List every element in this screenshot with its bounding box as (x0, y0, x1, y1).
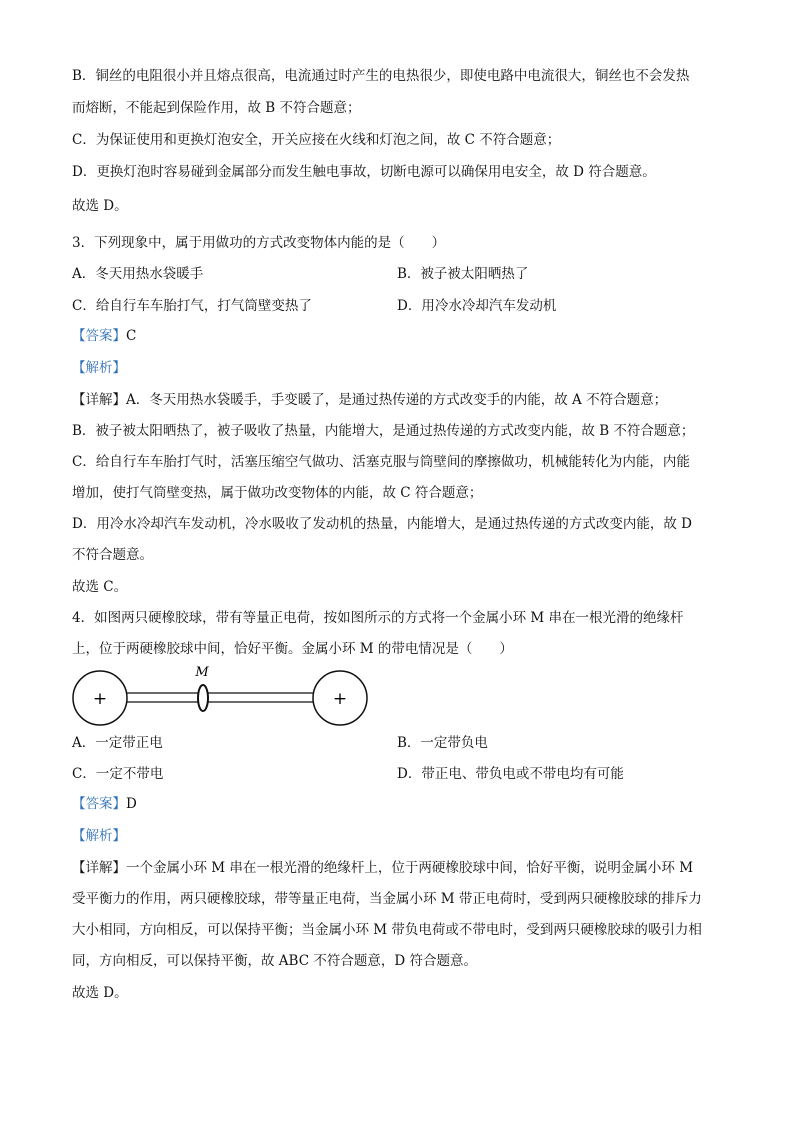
q3-detail-c-line1: C．给自行车车胎打气时，活塞压缩空气做功、活塞克服与筒壁间的摩擦做功，机械能转化为内能，内能 (72, 454, 690, 470)
q3-detail-d-line1: D．用冷水冷却汽车发动机，冷水吸收了发动机的热量，内能增大，是通过热传递的方式改变内能，故 D (72, 516, 692, 532)
answer-value: C (126, 328, 137, 344)
q2-option-b-explanation-line1: B．铜丝的电阻很小并且熔点很高，电流通过时产生的电热很少，即使电路中电流很大，铜丝也不会发热 (72, 68, 690, 84)
q3-detail-b: B．被子被太阳晒热了，被子吸收了热量，内能增大，是通过热传递的方式改变内能，故 B 不符合题意； (72, 423, 695, 439)
q4-detail-line4: 同，方向相反，可以保持平衡，故 ABC 不符合题意，D 符合题意。 (72, 953, 477, 969)
q4-option-d: D．带正电、带负电或不带电均有可能 (397, 766, 624, 782)
detail-text: A．冬天用热水袋暖手，手变暖了，是通过热传递的方式改变手的内能，故 A 不符合题意； (126, 392, 668, 408)
q3-detail-d-line2: 不符合题意。 (72, 547, 153, 563)
q3-detail-a (72, 390, 667, 410)
answer-value: D (126, 796, 137, 812)
q4-option-a: A．一定带正电 (72, 735, 163, 751)
q3-answer (72, 326, 136, 346)
q2-option-c-explanation: C．为保证使用和更换灯泡安全，开关应接在火线和灯泡之间，故 C 不符合题意； (72, 132, 561, 148)
detail-tag: 【详解】 (72, 860, 126, 876)
q3-detail-c-line2: 增加，使打气筒壁变热，属于做功改变物体的内能，故 C 符合题意； (72, 485, 483, 501)
q3-option-a: A．冬天用热水袋暖手 (72, 266, 204, 282)
q4-conclusion: 故选 D。 (72, 985, 128, 1001)
q4-answer (72, 794, 137, 814)
ring-label: M (195, 665, 209, 680)
q4-analysis-tag: 【解析】 (72, 828, 126, 844)
q3-option-b: B．被子被太阳晒热了 (397, 266, 529, 282)
charged-balls-figure (66, 660, 376, 728)
right-charge-sign: + (332, 689, 348, 709)
answer-tag: 【答案】 (72, 796, 126, 812)
q4-detail-line1 (72, 858, 693, 878)
q3-analysis-tag: 【解析】 (72, 360, 126, 376)
detail-tag: 【详解】 (72, 392, 126, 408)
q3-option-c: C．给自行车车胎打气，打气筒壁变热了 (72, 298, 312, 314)
q3-conclusion: 故选 C。 (72, 579, 128, 595)
q4-stem-line1: 4．如图两只硬橡胶球，带有等量正电荷，按如图所示的方式将一个金属小环 M 串在一根光滑的绝缘杆 (72, 610, 684, 626)
q3-stem: 3．下列现象中，属于用做功的方式改变物体内能的是（ ） (72, 235, 446, 251)
left-charge-sign: + (92, 689, 108, 709)
answer-tag: 【答案】 (72, 328, 126, 344)
metal-ring (198, 685, 208, 711)
q4-stem-line2: 上，位于两硬橡胶球中间，恰好平衡。金属小环 M 的带电情况是（ ） (72, 641, 513, 657)
q2-option-b-explanation-line2: 而熔断，不能起到保险作用，故 B 不符合题意； (72, 100, 361, 116)
q2-conclusion: 故选 D。 (72, 198, 128, 214)
detail-text: 一个金属小环 M 串在一根光滑的绝缘杆上，位于两硬橡胶球中间，恰好平衡，说明金属小环 M (126, 860, 694, 876)
q4-detail-line2: 受平衡力的作用，两只硬橡胶球，带等量正电荷，当金属小环 M 带正电荷时，受到两只硬橡胶球的排斥力 (72, 891, 702, 907)
q2-option-d-explanation: D．更换灯泡时容易碰到金属部分而发生触电事故，切断电源可以确保用电安全，故 D 符合题意。 (72, 164, 656, 180)
q3-option-d: D．用冷水冷却汽车发动机 (397, 298, 557, 314)
q4-detail-line3: 大小相同，方向相反，可以保持平衡；当金属小环 M 带负电荷或不带电时，受到两只硬橡胶球的吸引力相 (72, 922, 702, 938)
q4-option-c: C．一定不带电 (72, 766, 164, 782)
q4-option-b: B．一定带负电 (397, 735, 488, 751)
